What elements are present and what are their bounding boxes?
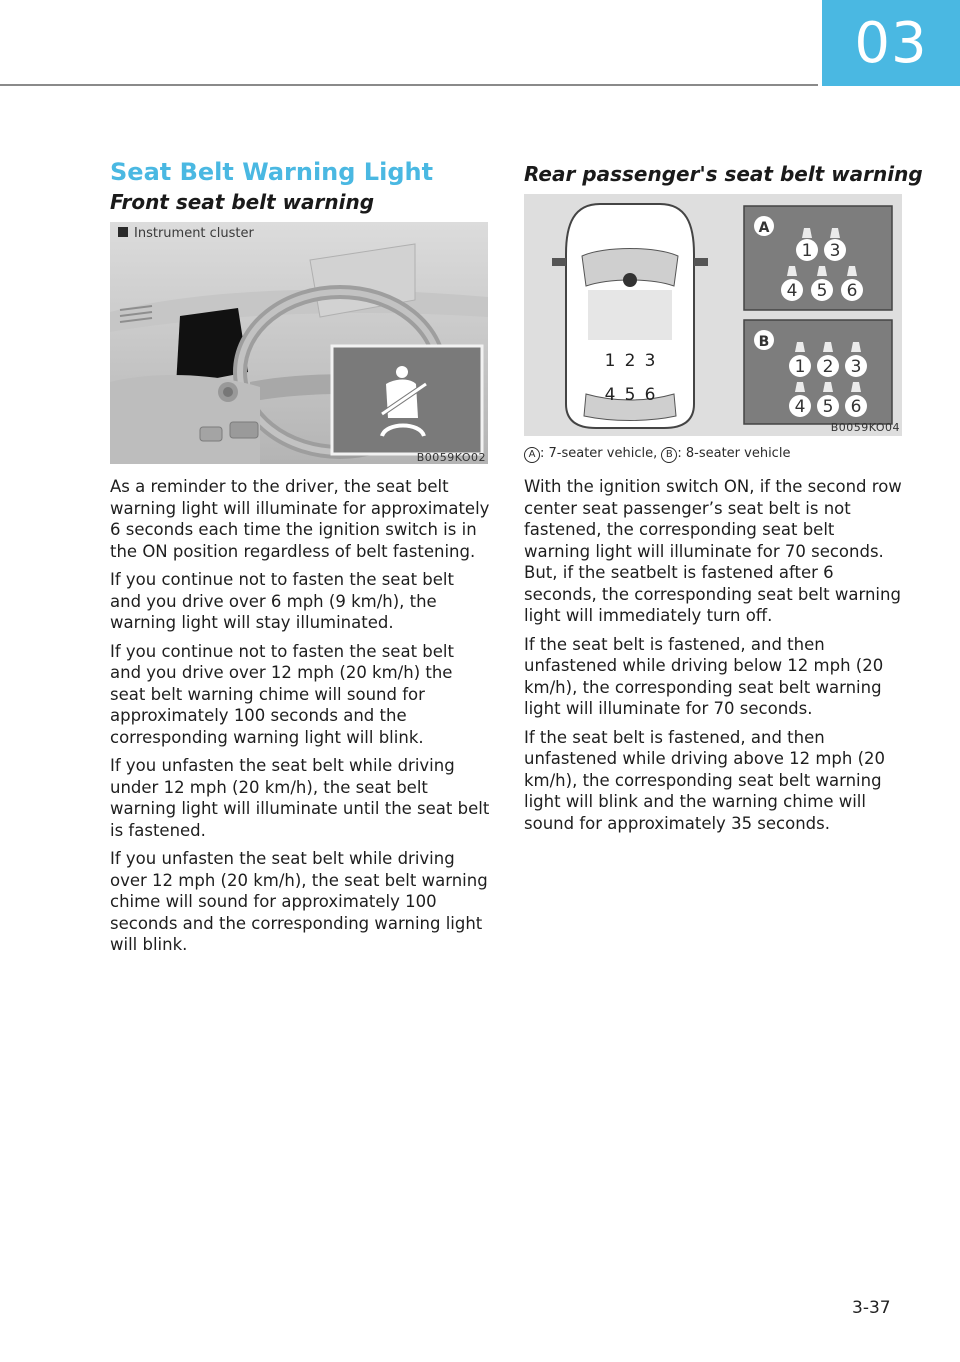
paragraph: If the seat belt is fastened, and then unfastened while driving below 12 mph (20 km/h), the corresponding seat belt warning light will illuminate for 70 seconds. [524,634,884,718]
paragraph: If you continue not to fasten the seat belt and you drive over 12 mph (20 km/h) the seat belt warning chime will sound for approximately 100 seconds and the corresponding warning light will blink. [110,641,454,747]
car-seat-number: 3 [644,351,656,371]
figure-caption [118,226,254,241]
car-seat-number: 1 [604,351,616,371]
section-title: Seat Belt Warning Light [110,158,434,186]
car-seat-number: 2 [624,351,636,371]
panel-a-seat: 6 [846,281,858,301]
chapter-tab: 03 [822,0,960,86]
panel-b-seat: 2 [822,357,834,377]
panel-b-seat: 4 [794,397,806,417]
front-seat-belt-subtitle: Front seat belt warning [110,190,375,214]
figure-code: B0059KO02 [416,451,486,464]
legend-b-text: : 8-seater vehicle [677,446,791,461]
right-body-text [524,476,904,841]
car-seat-number: 6 [644,385,656,405]
panel-a-seat: 5 [816,281,828,301]
bullet-square-icon [118,227,128,237]
panel-a-seat: 1 [801,241,813,261]
paragraph: As a reminder to the driver, the seat belt warning light will illuminate for approximately 6 seconds each time the ignition switch is in the ON position regardless of belt fastening. [110,477,490,561]
page-number: 3-37 [852,1298,891,1318]
car-seat-number: 4 [604,385,616,405]
figure-code: B0059KO04 [830,421,900,434]
rear-seat-illustration [524,194,902,436]
legend-a-text: : 7-seater vehicle, [540,446,662,461]
panel-a-seat: 3 [829,241,841,261]
vehicle-type-legend [524,446,790,463]
panel-b-seat: 1 [794,357,806,377]
figure-caption-text: Instrument cluster [134,226,254,241]
panel-a-seat: 4 [786,281,798,301]
header-rule [0,84,818,86]
instrument-cluster-illustration [110,222,488,464]
paragraph: With the ignition switch ON, if the second row center seat passenger’s seat belt is not fastened, the corresponding seat belt warning light will illuminate for 70 seconds. But, if the seatbelt is fastened after 6 seconds, the corresponding seat belt warning light will immediately turn off. [524,477,902,625]
legend-a-circle: A [524,447,540,463]
rear-seat-belt-subtitle: Rear passenger's seat belt warning [524,162,923,186]
paragraph: If you unfasten the seat belt while driving under 12 mph (20 km/h), the seat belt warning light will illuminate until the seat belt is fastened. [110,756,490,840]
panel-b-seat: 6 [850,397,862,417]
panel-a-letter: A [758,220,770,236]
panel-b-letter: B [758,334,770,350]
left-body-text [110,476,490,963]
paragraph: If the seat belt is fastened, and then unfastened while driving above 12 mph (20 km/h), the corresponding seat belt warning light will blink and the warning chime will sound for approximately 35 seconds. [524,727,886,833]
car-seat-number: 5 [624,385,636,405]
panel-b-seat: 3 [850,357,862,377]
paragraph: If you continue not to fasten the seat belt and you drive over 6 mph (9 km/h), the warning light will stay illuminated. [110,570,454,632]
instrument-cluster-figure [110,222,488,464]
legend-b-circle: B [661,447,677,463]
rear-seat-figure [524,194,902,436]
panel-b-seat: 5 [822,397,834,417]
paragraph: If you unfasten the seat belt while driving over 12 mph (20 km/h), the seat belt warning chime will sound for approximately 100 seconds and the corresponding warning light will blink. [110,849,488,954]
